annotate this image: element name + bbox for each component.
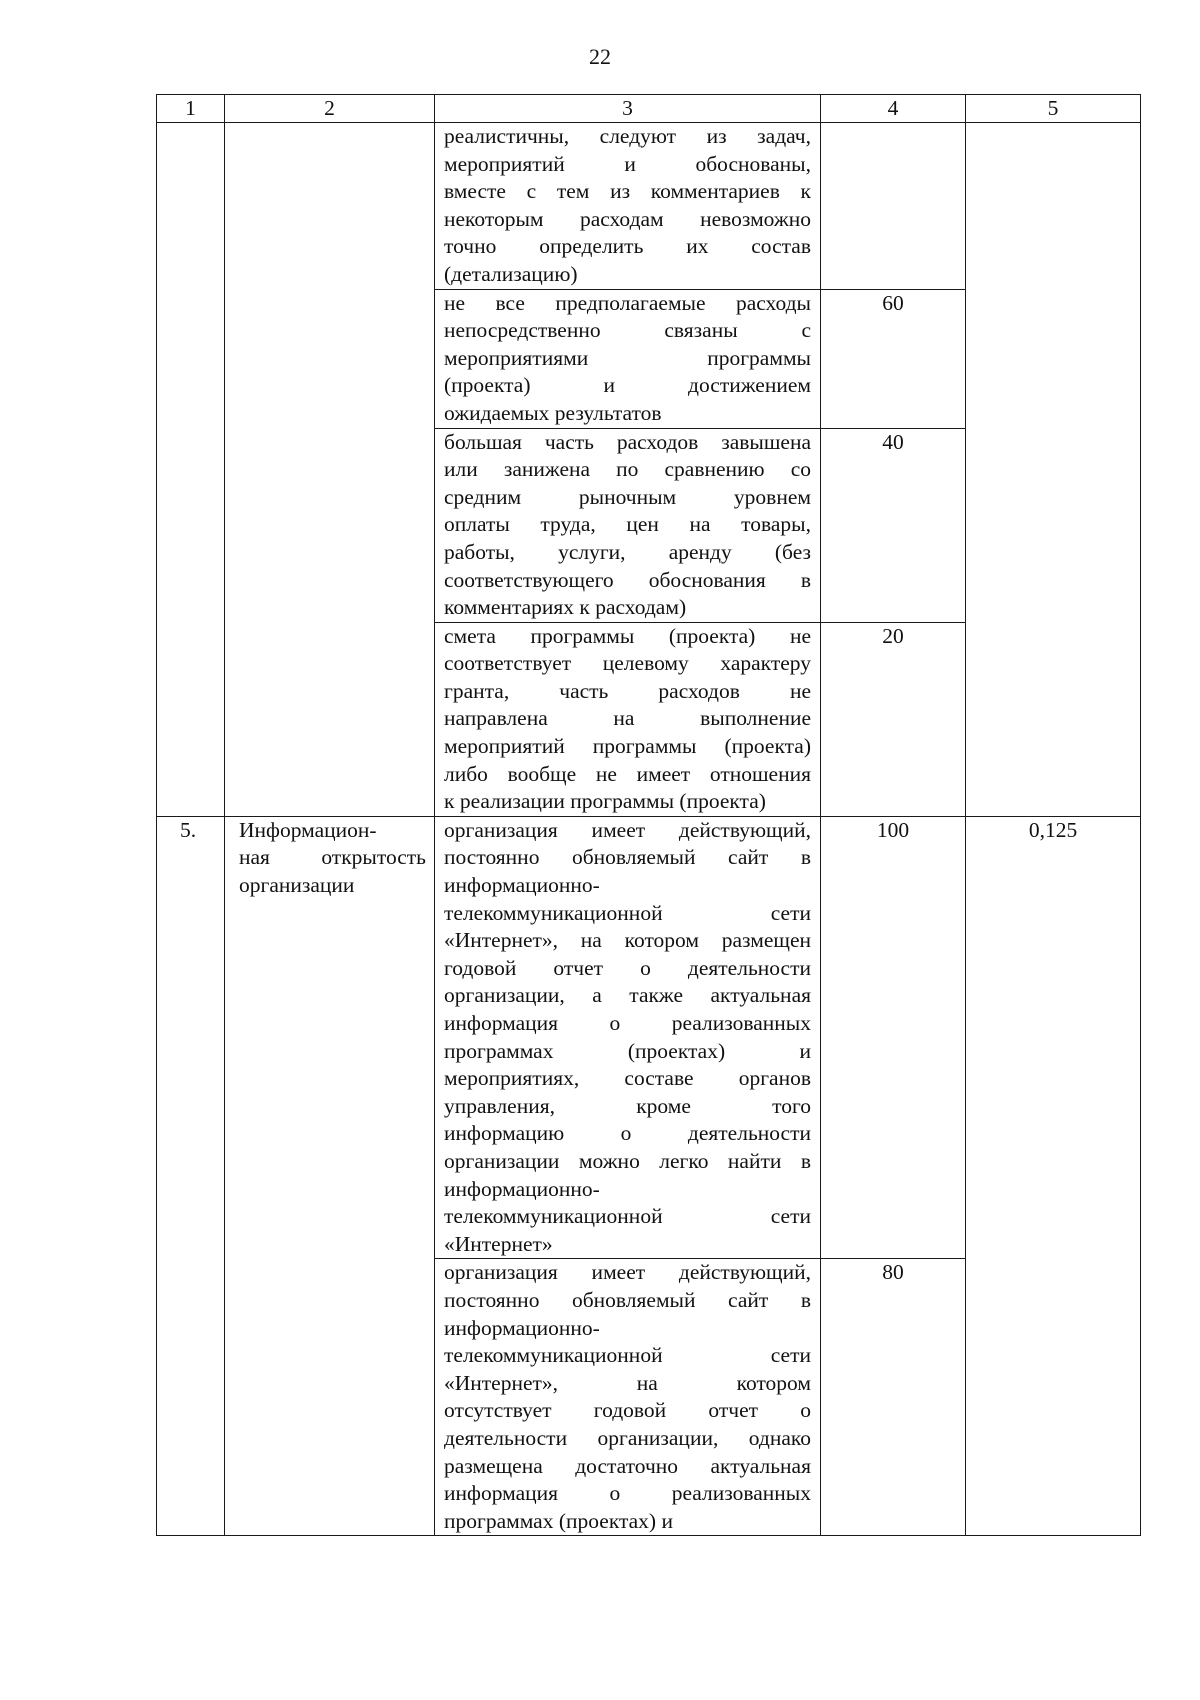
description-line: непосредственно связаны с bbox=[444, 318, 811, 343]
description-line: телекоммуникационной сети bbox=[444, 900, 811, 925]
criterion-name bbox=[225, 816, 435, 1535]
description-line: работы, услуги, аренду (без bbox=[444, 539, 811, 564]
description-line: мероприятиях, составе органов bbox=[444, 1066, 811, 1091]
description-text bbox=[444, 123, 811, 289]
description-line: программах (проектах) и bbox=[444, 1508, 673, 1533]
score-cell: 100 bbox=[821, 816, 966, 1259]
weight-cell-empty bbox=[966, 123, 1141, 817]
description-line: информационно- bbox=[444, 1315, 600, 1340]
description-line: направлена на выполнение bbox=[444, 706, 811, 731]
description-text bbox=[444, 290, 811, 428]
description-line: вместе с тем из комментариев к bbox=[444, 179, 811, 204]
description-line: отсутствует годовой отчет о bbox=[444, 1398, 811, 1423]
description-line: либо вообще не имеет отношения bbox=[444, 761, 811, 786]
description-line: не все предполагаемые расходы bbox=[444, 290, 811, 315]
description-line: средним рыночным уровнем bbox=[444, 484, 811, 509]
description-line: информацию о деятельности bbox=[444, 1121, 811, 1146]
criterion-name-line: ная открытость bbox=[239, 845, 426, 870]
description-line: программах (проектах) и bbox=[444, 1038, 811, 1063]
description-line: соответствующего обоснования в bbox=[444, 567, 811, 592]
description-line: или занижена по сравнению со bbox=[444, 457, 811, 482]
description-line: организации можно легко найти в bbox=[444, 1148, 811, 1173]
criterion-number: 5. bbox=[157, 816, 225, 1535]
description-line: реалистичны, следуют из задач, bbox=[444, 124, 811, 148]
description-line: постоянно обновляемый сайт в bbox=[444, 845, 811, 870]
score-cell: 40 bbox=[821, 428, 966, 622]
header-row bbox=[157, 95, 1141, 123]
description-line: мероприятий программы (проекта) bbox=[444, 734, 811, 759]
description-cell bbox=[435, 289, 821, 428]
description-line: постоянно обновляемый сайт в bbox=[444, 1287, 811, 1312]
table-row bbox=[157, 123, 1141, 290]
description-line: гранта, часть расходов не bbox=[444, 678, 811, 703]
description-line: (детализацию) bbox=[444, 261, 578, 286]
description-line: деятельности организации, однако bbox=[444, 1425, 811, 1450]
description-line: «Интернет», на котором размещен bbox=[444, 928, 811, 953]
weight-cell: 0,125 bbox=[966, 816, 1141, 1535]
description-line: ожидаемых результатов bbox=[444, 400, 662, 425]
description-line: соответствует целевому характеру bbox=[444, 651, 811, 676]
criteria-table bbox=[156, 94, 1141, 1536]
header-col-1: 1 bbox=[157, 95, 225, 123]
page-number: 22 bbox=[589, 44, 611, 69]
description-line: мероприятиями программы bbox=[444, 345, 811, 370]
description-cell bbox=[435, 1259, 821, 1536]
description-text bbox=[444, 429, 811, 622]
score-cell: 60 bbox=[821, 289, 966, 428]
score-cell: 80 bbox=[821, 1259, 966, 1536]
score-cell bbox=[821, 123, 966, 290]
description-cell bbox=[435, 123, 821, 290]
description-text bbox=[444, 817, 811, 1259]
description-line: некоторым расходам невозможно bbox=[444, 206, 811, 231]
description-line: (проекта) и достижением bbox=[444, 373, 811, 398]
header-col-2: 2 bbox=[225, 95, 435, 123]
description-line: «Интернет» bbox=[444, 1231, 553, 1256]
description-line: организация имеет действующий, bbox=[444, 1260, 811, 1285]
description-line: организация имеет действующий, bbox=[444, 817, 811, 842]
table-row bbox=[157, 816, 1141, 1259]
description-text bbox=[444, 623, 811, 816]
description-line: информация о реализованных bbox=[444, 1011, 811, 1035]
description-line: оплаты труда, цен на товары, bbox=[444, 512, 811, 537]
number-cell-empty bbox=[157, 123, 225, 817]
description-cell bbox=[435, 622, 821, 816]
description-line: комментариях к расходам) bbox=[444, 595, 687, 620]
description-line: большая часть расходов завышена bbox=[444, 429, 811, 454]
header-col-4: 4 bbox=[821, 95, 966, 123]
description-line: «Интернет», на котором bbox=[444, 1370, 811, 1395]
description-line: точно определить их состав bbox=[444, 234, 811, 259]
description-line: мероприятий и обоснованы, bbox=[444, 151, 811, 176]
header-col-5: 5 bbox=[966, 95, 1141, 123]
description-line: размещена достаточно актуальная bbox=[444, 1453, 811, 1478]
description-line: информационно- bbox=[444, 1176, 600, 1201]
description-line: годовой отчет о деятельности bbox=[444, 955, 811, 980]
description-line: информационно- bbox=[444, 873, 600, 898]
description-text bbox=[444, 1259, 811, 1535]
description-line: информация о реализованных bbox=[444, 1481, 811, 1506]
description-cell bbox=[435, 816, 821, 1259]
description-line: телекоммуникационной сети bbox=[444, 1204, 811, 1229]
description-line: смета программы (проекта) не bbox=[444, 623, 811, 648]
score-cell: 20 bbox=[821, 622, 966, 816]
description-line: к реализации программы (проекта) bbox=[444, 789, 766, 814]
description-line: управления, кроме того bbox=[444, 1093, 811, 1118]
name-cell-empty bbox=[225, 123, 435, 817]
description-line: телекоммуникационной сети bbox=[444, 1343, 811, 1368]
description-line: организации, а также актуальная bbox=[444, 983, 811, 1008]
description-cell bbox=[435, 428, 821, 622]
criterion-name-line: Информацион- bbox=[239, 817, 377, 842]
header-col-3: 3 bbox=[435, 95, 821, 123]
criterion-name-line: организации bbox=[239, 873, 355, 898]
